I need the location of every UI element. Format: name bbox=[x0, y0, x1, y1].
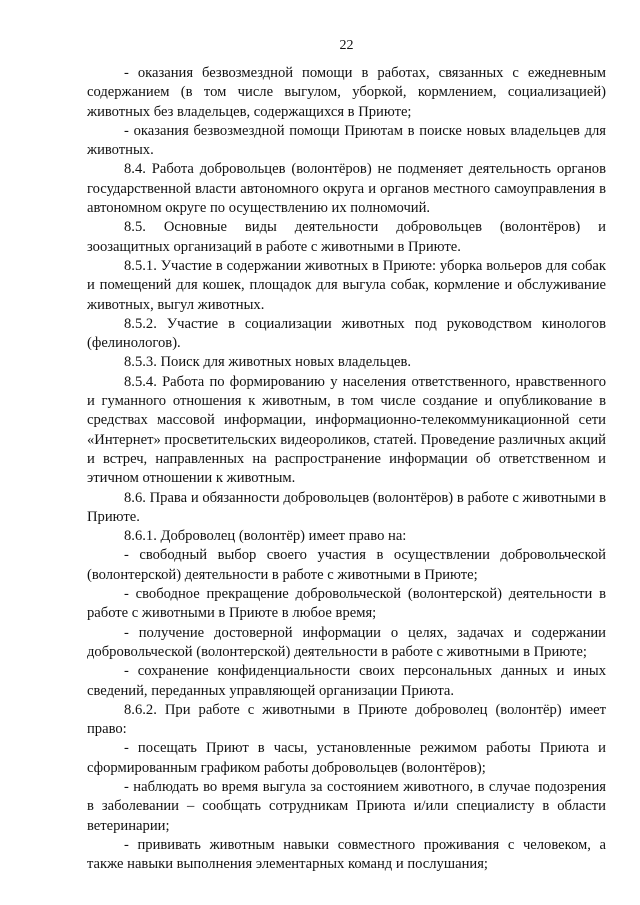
paragraph-18: - прививать животным навыки совместного проживания с человеком, а также навыки выполнения элементарных команд и послушания; bbox=[87, 836, 606, 873]
paragraph-10: 8.6.1. Доброволец (волонтёр) имеет право на: bbox=[124, 528, 407, 545]
paragraph-8: 8.5.4. Работа по формированию у населения ответственного, нравственного и гуманного отношения к животным, в том числе создание и опубликование в средствах массовой информации, информационно-телекоммуникационной сети «Интернет» просветительских видеороликов, статей. Проведение различных акций и встреч, направленных на распространение информации об ответственном и этичном отношении к животным. bbox=[87, 373, 606, 487]
paragraph-3: 8.4. Работа добровольцев (волонтёров) не подменяет деятельность органов государственной власти автономного округа и органов местного самоуправления в автономном округе по осуществлению их полномочий. bbox=[87, 161, 606, 217]
document-body bbox=[87, 64, 606, 874]
paragraph-5: 8.5.1. Участие в содержании животных в Приюте: уборка вольеров для собак и помещений для кошек, площадок для выгула собак, кормление и обслуживание животных, выгул животных. bbox=[87, 257, 606, 313]
paragraph-4: 8.5. Основные виды деятельности добровольцев (волонтёров) и зоозащитных организаций в работе с животными в Приюте. bbox=[87, 219, 606, 255]
paragraph-12: - свободное прекращение добровольческой (волонтерской) деятельности в работе с животными в Приюте в любое время; bbox=[87, 586, 606, 622]
paragraph-9: 8.6. Права и обязанности добровольцев (волонтёров) в работе с животными в Приюте. bbox=[87, 489, 606, 525]
paragraph-13: - получение достоверной информации о целях, задачах и содержании добровольческой (волонтерской) деятельности в работе с животными в Приюте; bbox=[87, 624, 606, 660]
paragraph-17: - наблюдать во время выгула за состоянием животного, в случае подозрения в заболевании – сообщать сотрудникам Приюта и/или специалисту в области ветеринарии; bbox=[87, 778, 606, 834]
paragraph-16: - посещать Приют в часы, установленные режимом работы Приюта и сформированным графиком работы добровольцев (волонтёров); bbox=[87, 740, 606, 776]
paragraph-6: 8.5.2. Участие в социализации животных под руководством кинологов (фелинологов). bbox=[87, 315, 606, 352]
paragraph-14: - сохранение конфиденциальности своих персональных данных и иных сведений, переданных управляющей организации Приюта. bbox=[87, 663, 606, 699]
page-number: 22 bbox=[339, 38, 354, 53]
paragraph-15: 8.6.2. При работе с животными в Приюте доброволец (волонтёр) имеет право: bbox=[87, 701, 606, 738]
paragraph-1: - оказания безвозмездной помощи в работах, связанных с ежедневным содержанием (в том числе выгулом, уборкой, кормлением, социализацией) животных без владельцев, содержащихся в Приюте; bbox=[87, 65, 606, 120]
paragraph-7: 8.5.3. Поиск для животных новых владельцев. bbox=[124, 354, 412, 371]
paragraph-2: - оказания безвозмездной помощи Приютам в поиске новых владельцев для животных. bbox=[87, 122, 606, 159]
paragraph-11: - свободный выбор своего участия в осуществлении добровольческой (волонтерской) деятельности в работе с животными в Приюте; bbox=[87, 547, 606, 583]
